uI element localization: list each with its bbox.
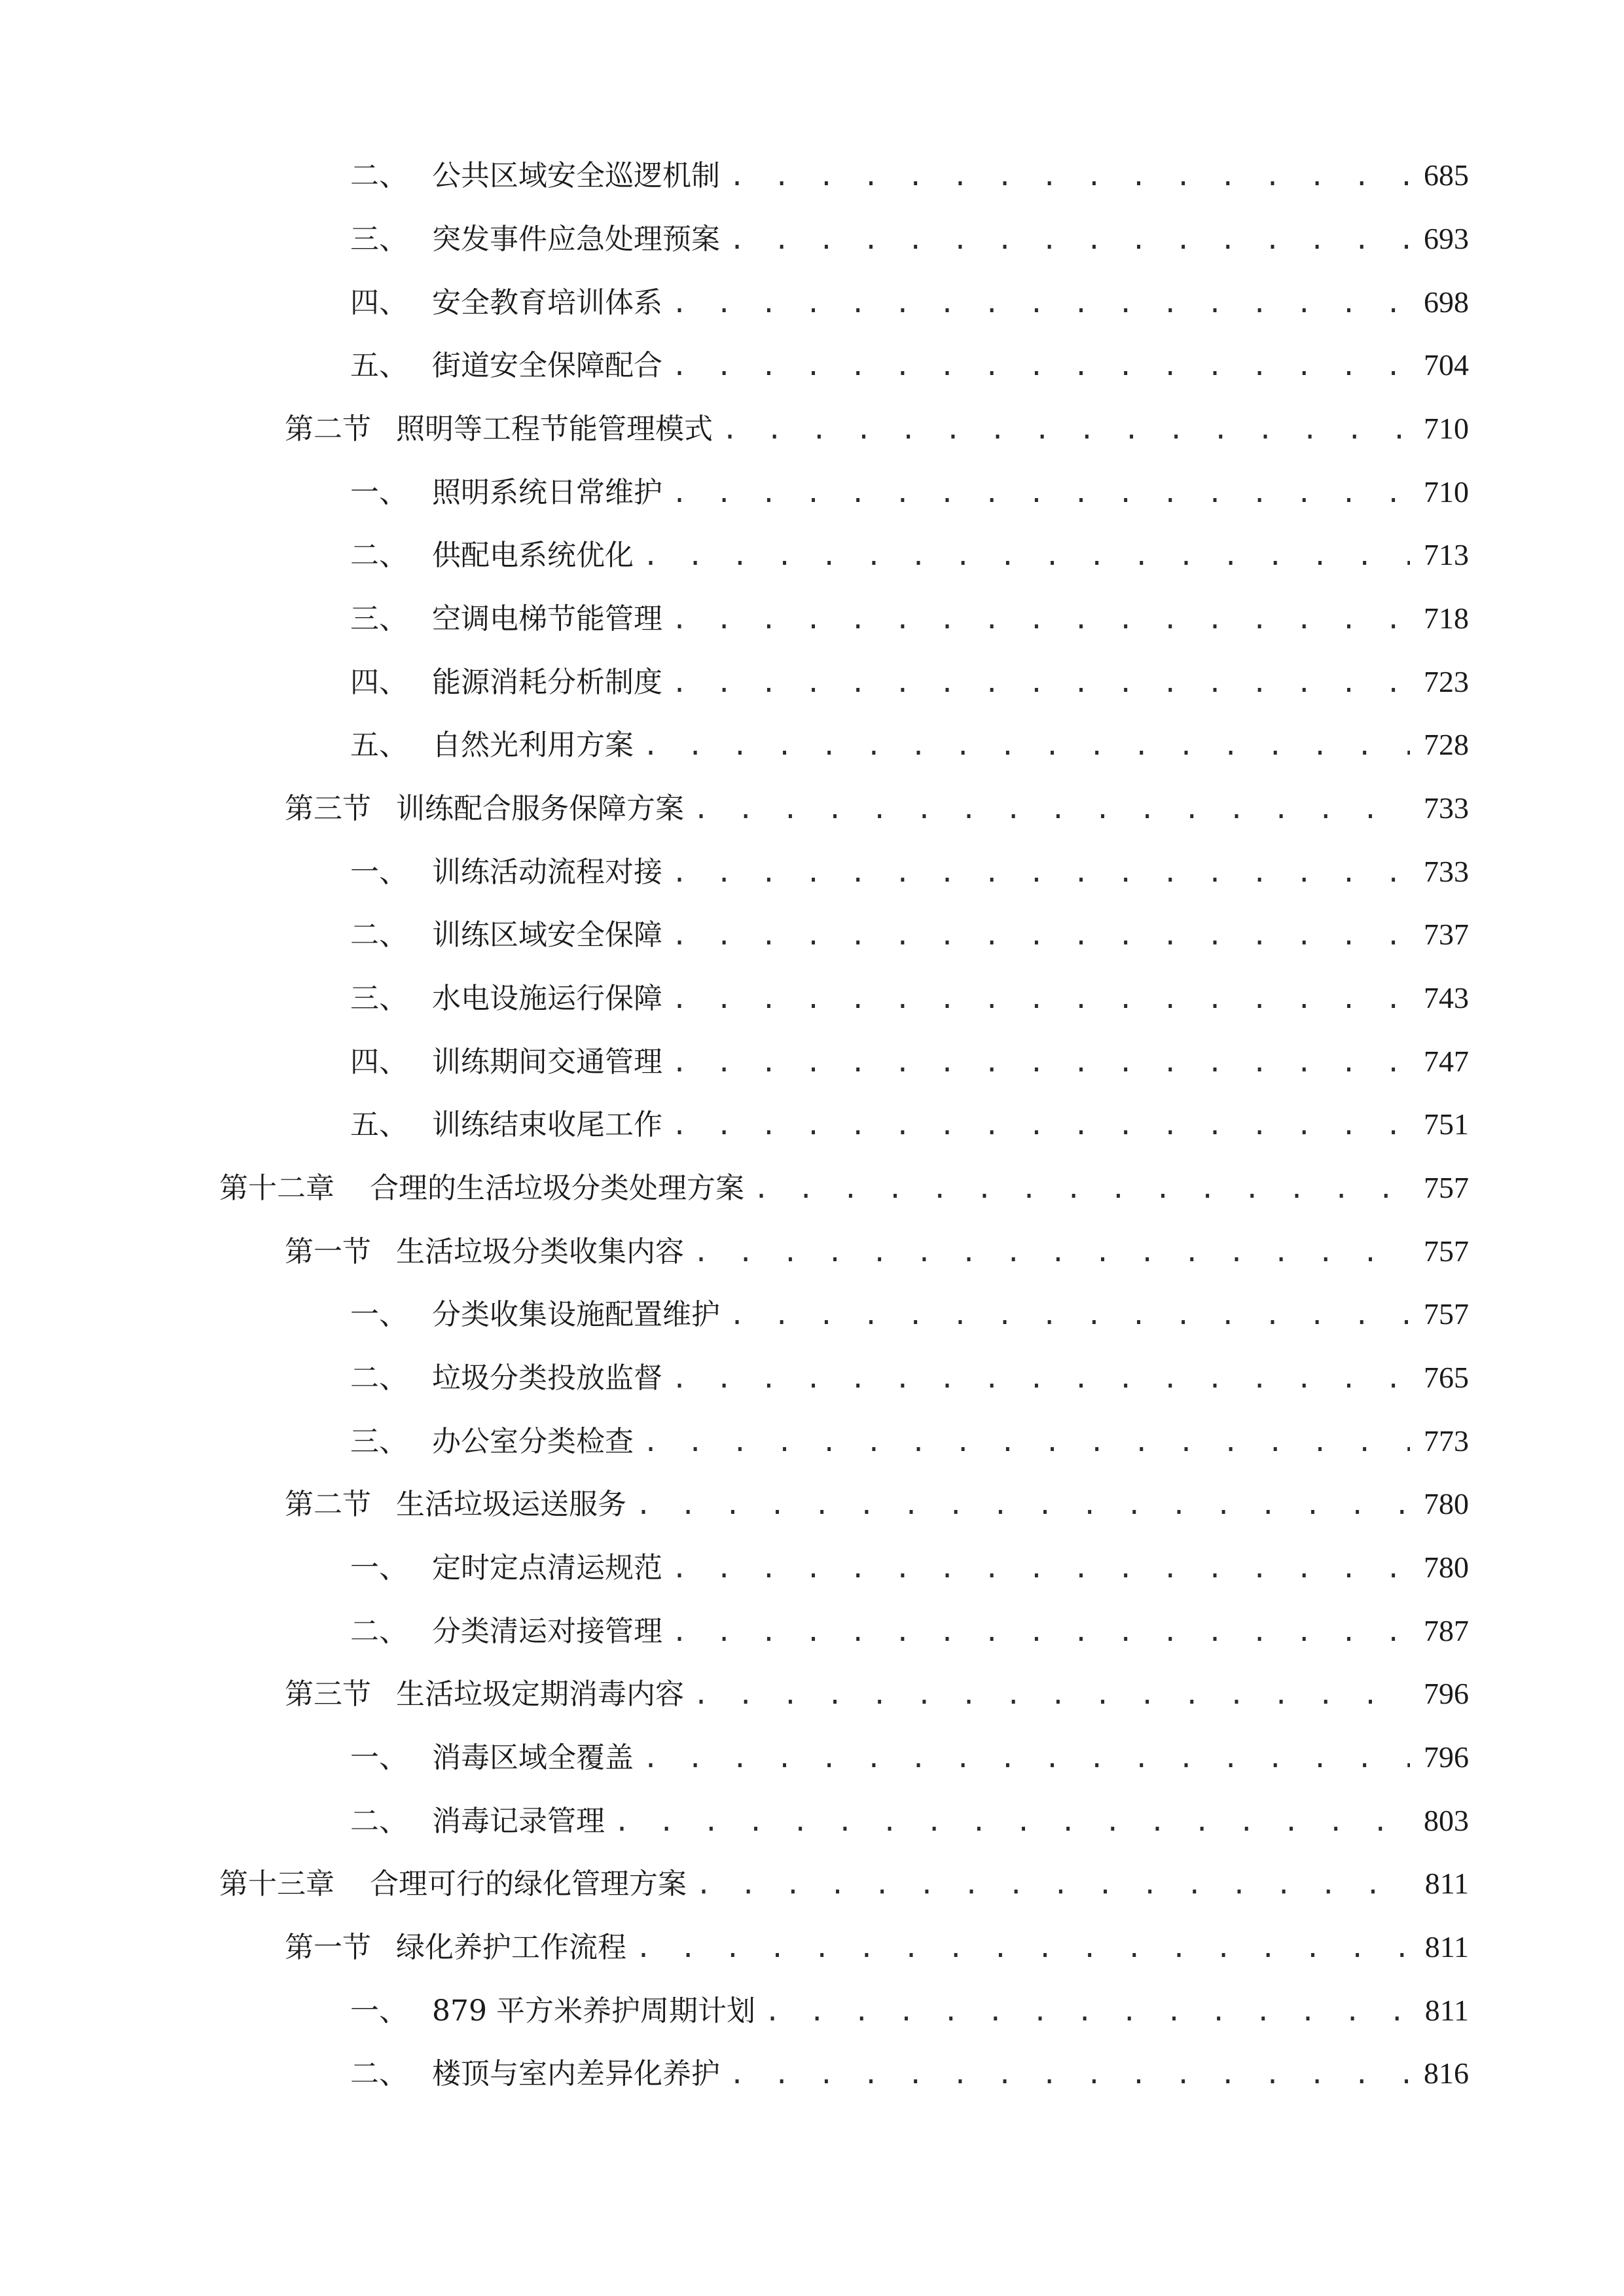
entry-page-number: 773 (1424, 1424, 1469, 1458)
toc-entry-section[interactable] (285, 1478, 1469, 1530)
dot-leader (753, 1163, 1410, 1215)
dot-leader (729, 214, 1410, 266)
entry-title: 绿化养护工作流程 (396, 1931, 626, 1964)
dot-leader (672, 1543, 1410, 1595)
entry-page-number: 693 (1424, 222, 1469, 255)
entry-number: 二、 (350, 1615, 408, 1648)
toc-entry-section[interactable] (285, 782, 1469, 834)
toc-entry[interactable] (350, 1605, 1469, 1657)
entry-page-number: 787 (1424, 1614, 1469, 1647)
entry-title: 定时定点清运规范 (432, 1551, 662, 1585)
dot-leader (729, 2049, 1410, 2101)
entry-title: 消毒记录管理 (432, 1804, 605, 1838)
toc-entry[interactable] (350, 1795, 1469, 1847)
entry-page-number: 718 (1424, 601, 1469, 635)
dot-leader (672, 973, 1410, 1026)
dot-leader (672, 467, 1410, 520)
entry-page-number: 733 (1424, 791, 1469, 825)
entry-title: 生活垃圾运送服务 (396, 1488, 626, 1521)
entry-number: 一、 (350, 1551, 408, 1585)
entry-number: 三、 (350, 1425, 408, 1458)
entry-title: 办公室分类检查 (432, 1425, 634, 1458)
dot-leader (643, 530, 1410, 583)
toc-entry-chapter[interactable] (219, 1857, 1469, 1910)
entry-number: 第十二章 (219, 1172, 334, 1205)
entry-page-number: 713 (1424, 538, 1469, 571)
dot-leader (693, 1669, 1410, 1721)
entry-page-number: 816 (1424, 2056, 1469, 2090)
entry-page-number: 811 (1424, 1867, 1469, 1900)
dot-leader (672, 910, 1410, 962)
entry-page-number: 710 (1424, 475, 1469, 509)
toc-entry[interactable] (350, 339, 1469, 391)
dot-leader (614, 1796, 1410, 1848)
entry-page-number: 751 (1424, 1107, 1469, 1141)
entry-title: 生活垃圾分类收集内容 (396, 1235, 684, 1268)
toc-entry[interactable] (350, 846, 1469, 898)
entry-title: 垃圾分类投放监督 (432, 1361, 662, 1395)
entry-page-number: 757 (1424, 1297, 1469, 1331)
entry-title: 训练结束收尾工作 (432, 1108, 662, 1141)
entry-page-number: 780 (1424, 1551, 1469, 1584)
entry-number: 一、 (350, 1994, 408, 2028)
entry-number: 第十三章 (219, 1867, 334, 1901)
dot-leader (672, 1100, 1410, 1152)
entry-title: 训练期间交通管理 (432, 1045, 662, 1079)
entry-number: 第一节 (285, 1235, 371, 1268)
toc-entry-section[interactable] (285, 403, 1469, 455)
entry-number: 第三节 (285, 1677, 371, 1711)
dot-leader (722, 404, 1410, 456)
entry-title: 合理可行的绿化管理方案 (370, 1867, 687, 1901)
toc-entry[interactable] (350, 1035, 1469, 1088)
entry-page-number: 796 (1424, 1677, 1469, 1710)
entry-page-number: 803 (1424, 1804, 1469, 1837)
entry-title: 空调电梯节能管理 (432, 602, 662, 636)
dot-leader (672, 657, 1410, 709)
dot-leader (672, 1353, 1410, 1405)
entry-title: 供配电系统优化 (432, 539, 634, 572)
toc-entry[interactable] (350, 149, 1469, 202)
entry-number: 五、 (350, 349, 408, 382)
entry-title: 训练配合服务保障方案 (396, 792, 684, 825)
entry-page-number: 780 (1424, 1487, 1469, 1520)
dot-leader (672, 1606, 1410, 1659)
entry-number: 二、 (350, 918, 408, 952)
toc-entry[interactable] (350, 972, 1469, 1024)
entry-title: 生活垃圾定期消毒内容 (396, 1677, 684, 1711)
entry-number: 一、 (350, 855, 408, 889)
entry-page-number: 757 (1424, 1171, 1469, 1204)
entry-number: 二、 (350, 159, 408, 192)
dot-leader (765, 1986, 1410, 2038)
entry-number: 一、 (350, 1741, 408, 1774)
entry-title: 分类收集设施配置维护 (432, 1298, 720, 1331)
entry-page-number: 757 (1424, 1234, 1469, 1268)
dot-leader (643, 1416, 1410, 1469)
entry-page-number: 811 (1424, 1994, 1469, 2027)
entry-title: 能源消耗分析制度 (432, 666, 662, 699)
entry-page-number: 765 (1424, 1361, 1469, 1394)
entry-title: 水电设施运行保障 (432, 982, 662, 1015)
entry-number: 三、 (350, 223, 408, 256)
entry-title: 消毒区域全覆盖 (432, 1741, 634, 1774)
dot-leader (696, 1859, 1410, 1911)
entry-number: 二、 (350, 2057, 408, 2090)
entry-title: 训练活动流程对接 (432, 855, 662, 889)
dot-leader (693, 783, 1410, 836)
toc-entry[interactable] (350, 1352, 1469, 1404)
toc-entry[interactable] (350, 1731, 1469, 1784)
entry-number: 一、 (350, 1298, 408, 1331)
entry-number: 第一节 (285, 1931, 371, 1964)
entry-title: 分类清运对接管理 (432, 1615, 662, 1648)
dot-leader (672, 594, 1410, 646)
entry-title: 合理的生活垃圾分类处理方案 (370, 1172, 744, 1205)
toc-entry[interactable] (350, 656, 1469, 708)
entry-number: 二、 (350, 1804, 408, 1838)
toc-entry-section[interactable] (285, 1225, 1469, 1278)
entry-page-number: 747 (1424, 1045, 1469, 1078)
entry-title: 安全教育培训体系 (432, 286, 662, 319)
entry-title: 照明系统日常维护 (432, 476, 662, 509)
entry-page-number: 796 (1424, 1740, 1469, 1774)
dot-leader (672, 847, 1410, 899)
dot-leader (672, 278, 1410, 330)
entry-number: 四、 (350, 286, 408, 319)
dot-leader (729, 151, 1410, 203)
entry-number: 一、 (350, 476, 408, 509)
toc-entry[interactable] (350, 2047, 1469, 2100)
toc-entry[interactable] (350, 1288, 1469, 1340)
entry-number: 三、 (350, 602, 408, 636)
toc-entry[interactable] (350, 908, 1469, 961)
entry-number: 五、 (350, 728, 408, 762)
dot-leader (672, 340, 1410, 393)
entry-number: 第二节 (285, 412, 371, 446)
entry-page-number: 698 (1424, 285, 1469, 319)
dot-leader (672, 1037, 1410, 1089)
toc-entry-chapter[interactable] (219, 1162, 1469, 1214)
entry-page-number: 733 (1424, 855, 1469, 888)
entry-title: 训练区域安全保障 (432, 918, 662, 952)
entry-title: 879 平方米养护周期计划 (432, 1994, 755, 2028)
toc-entry[interactable] (350, 466, 1469, 518)
dot-leader (693, 1227, 1410, 1279)
entry-number: 三、 (350, 982, 408, 1015)
entry-page-number: 743 (1424, 981, 1469, 1014)
entry-title: 照明等工程节能管理模式 (396, 412, 713, 446)
toc-entry[interactable] (350, 1098, 1469, 1151)
dot-leader (729, 1289, 1410, 1342)
entry-number: 二、 (350, 1361, 408, 1395)
toc-entry[interactable] (350, 592, 1469, 645)
entry-title: 街道安全保障配合 (432, 349, 662, 382)
entry-page-number: 728 (1424, 728, 1469, 761)
toc-entry[interactable] (350, 1541, 1469, 1594)
toc-entry[interactable] (350, 1415, 1469, 1467)
dot-leader (636, 1479, 1410, 1532)
entry-page-number: 710 (1424, 412, 1469, 445)
entry-title: 自然光利用方案 (432, 728, 634, 762)
dot-leader (643, 720, 1410, 772)
entry-number: 第二节 (285, 1488, 371, 1521)
entry-number: 四、 (350, 1045, 408, 1079)
toc-entry[interactable] (350, 213, 1469, 265)
entry-page-number: 704 (1424, 348, 1469, 382)
entry-number: 第三节 (285, 792, 371, 825)
dot-leader (636, 1922, 1410, 1975)
entry-page-number: 723 (1424, 665, 1469, 698)
toc-entry[interactable] (350, 276, 1469, 329)
dot-leader (643, 1732, 1410, 1785)
entry-page-number: 737 (1424, 918, 1469, 951)
entry-number: 五、 (350, 1108, 408, 1141)
entry-title: 公共区域安全巡逻机制 (432, 159, 720, 192)
toc-entry[interactable] (350, 529, 1469, 581)
entry-title: 楼顶与室内差异化养护 (432, 2057, 720, 2090)
entry-number: 四、 (350, 666, 408, 699)
entry-title: 突发事件应急处理预案 (432, 223, 720, 256)
entry-page-number: 685 (1424, 158, 1469, 192)
toc-entry[interactable] (350, 1984, 1469, 2037)
toc-entry-section[interactable] (285, 1921, 1469, 1973)
entry-page-number: 811 (1424, 1930, 1469, 1964)
entry-number: 二、 (350, 539, 408, 572)
toc-entry[interactable] (350, 719, 1469, 771)
toc-entry-section[interactable] (285, 1668, 1469, 1720)
